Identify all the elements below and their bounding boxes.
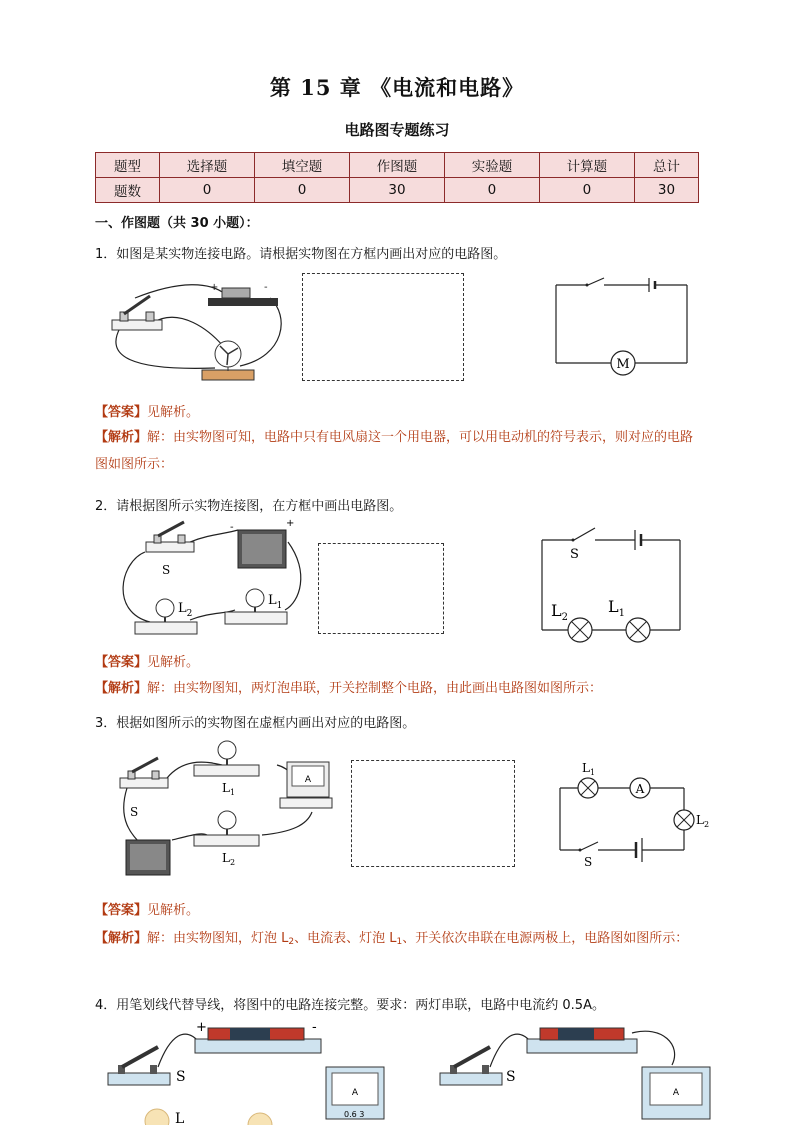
q3-lamp1-label: $L_1$	[222, 781, 236, 797]
question-1-text: 1．如图是某实物连接电路。请根据实物图在方框内画出对应的电路图。	[95, 247, 507, 262]
table-cell: 计算题	[539, 153, 634, 178]
q1-battery-minus-label: -	[264, 282, 268, 293]
table-cell: 作图题	[350, 153, 445, 178]
section-heading: 一、作图题（共 30 小题）：	[95, 216, 259, 231]
question-2-text: 2．请根据图所示实物连接图，在方框中画出电路图。	[95, 499, 403, 514]
q1-drawing-box[interactable]	[302, 273, 464, 381]
q4-left-meter-scale: 0.6 3	[344, 1110, 365, 1119]
table-cell: 0	[539, 178, 634, 203]
table-cell: 实验题	[444, 153, 539, 178]
q4-left-switch-label: S	[176, 1069, 186, 1085]
q3-answer: 【答案】见解析。	[95, 903, 200, 918]
table-cell: 选择题	[160, 153, 255, 178]
question-4-text: 4．用笔划线代替导线，将图中的电路连接完整。要求：两灯串联，电路中电流约 0.5A。	[95, 998, 605, 1013]
q1-analysis: 【解析】解：由实物图可知，电路中只有电风扇这一个用电器，可以用电动机的符号表示，则对应的电路图如图所示：	[95, 430, 694, 472]
q4-right-switch-label: S	[506, 1069, 516, 1085]
q3-switch-label: S	[130, 805, 139, 819]
q4-physical-circuit-right	[432, 1025, 722, 1125]
q3-drawing-box[interactable]	[351, 760, 515, 867]
table-cell: 总计	[634, 153, 698, 178]
q3-ammeter-label: A	[304, 775, 312, 785]
q3-lamp2-label: $L_2$	[222, 851, 236, 867]
q1-circuit-diagram	[554, 278, 694, 373]
table-header-row	[96, 153, 699, 178]
q3-diagram-switch-label: S	[584, 855, 593, 869]
question-stats-table	[95, 152, 699, 203]
q2-lamp1-label: $L_1$	[268, 593, 283, 611]
q2-diagram-switch-label: S	[570, 547, 579, 562]
page-title: 第 15 章 《电流和电路》	[269, 75, 525, 100]
q2-switch-label: S	[162, 563, 171, 577]
q1-physical-circuit-figure	[100, 276, 290, 386]
q1-answer: 【答案】见解析。	[95, 405, 200, 420]
page-subtitle: 电路图专题练习	[344, 121, 450, 139]
q4-left-minus-label: -	[312, 1020, 317, 1035]
q3-diagram-lamp1-label: $L_1$	[582, 761, 596, 777]
question-3-text: 3．根据如图所示的实物图在虚框内画出对应的电路图。	[95, 716, 416, 731]
q4-left-ammeter-label: A	[351, 1088, 359, 1098]
table-cell: 0	[160, 178, 255, 203]
q2-battery-minus-label: -	[230, 522, 234, 533]
table-cell: 填空题	[255, 153, 350, 178]
q1-battery-plus-label: +	[210, 282, 219, 293]
q4-left-lamp-label: L	[175, 1111, 185, 1125]
q4-right-ammeter-label: A	[672, 1088, 680, 1098]
table-cell: 题型	[96, 153, 160, 178]
table-cell: 30	[350, 178, 445, 203]
q3-diagram-ammeter-label: A	[635, 782, 645, 796]
q2-battery-plus-label: +	[286, 518, 295, 529]
q2-lamp2-label: $L_2$	[178, 601, 193, 619]
table-cell: 0	[255, 178, 350, 203]
q2-analysis: 【解析】解：由实物图知，两灯泡串联，开关控制整个电路，由此画出电路图如图所示：	[95, 681, 603, 696]
q2-diagram-lamp2-label: $L_2$	[551, 601, 568, 623]
q3-analysis: 【解析】解：由实物图知，灯泡 $L_2$、电流表、灯泡 $L_1$、开关依次串联在电源两极上，电路图如图所示：	[95, 931, 689, 947]
q2-circuit-diagram	[540, 522, 690, 647]
table-cell: 30	[634, 178, 698, 203]
q3-circuit-diagram	[550, 760, 710, 870]
q4-left-plus-label: +	[196, 1020, 207, 1035]
q2-diagram-lamp1-label: $L_1$	[608, 597, 625, 619]
q3-diagram-lamp2-label: $L_2$	[696, 813, 710, 829]
table-count-row	[96, 178, 699, 203]
q1-motor-label: M	[616, 357, 630, 372]
q2-drawing-box[interactable]	[318, 543, 444, 634]
table-cell: 题数	[96, 178, 160, 203]
q2-physical-circuit-figure	[110, 518, 300, 647]
table-cell: 0	[444, 178, 539, 203]
q4-physical-circuit-left	[100, 1020, 390, 1125]
q3-physical-circuit-figure	[112, 740, 342, 875]
q2-answer: 【答案】见解析。	[95, 655, 200, 670]
